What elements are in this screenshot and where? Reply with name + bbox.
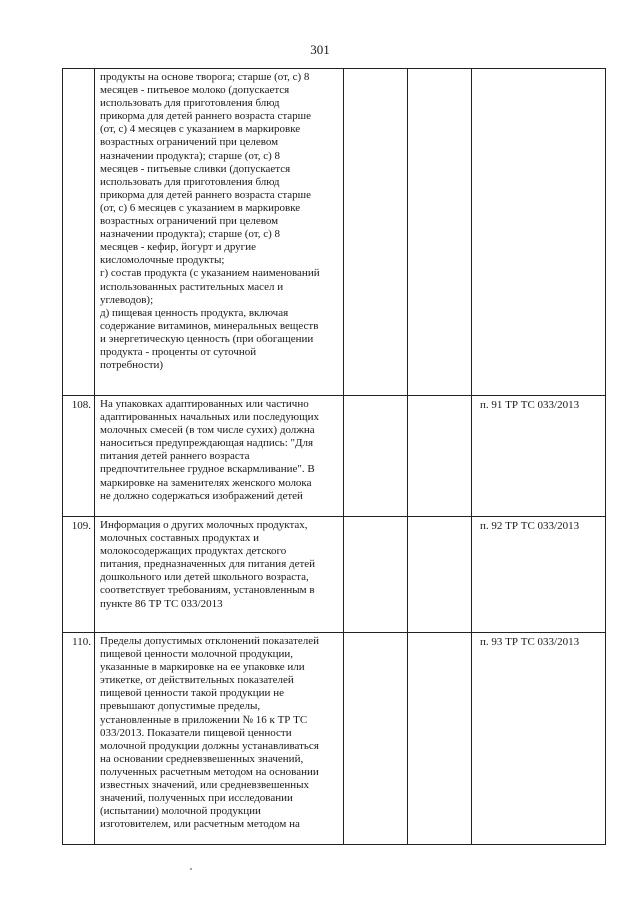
- table-row: [63, 396, 606, 517]
- requirement-text-cell: [95, 633, 344, 845]
- requirement-text: Пределы допустимых отклонений показателей пищевой ценности молочной продукции, указанные в маркировке на ее упаковке или этикетке, от действительных показателей пищевой ценности такой продукции не превышают допустимые пределы, установленные в приложении № 16 к ТР ТС 033/2013. Показатели пищевой ценности молочной продукции должны устанавливаться на основании средневзвешенных значений, полученных расчетным методом на основании известных значений, или средневзвешенных значений, полученных при исследовании (испытании) молочной продукции изготовителем, или расчетным методом на: [100, 635, 319, 831]
- empty-cell: [344, 69, 408, 396]
- scan-speck: [190, 868, 192, 870]
- empty-cell: [408, 69, 472, 396]
- empty-cell: [408, 633, 472, 845]
- empty-cell: [344, 517, 408, 633]
- reference-cell: п. 92 ТР ТС 033/2013: [472, 517, 606, 633]
- row-number: [63, 69, 95, 396]
- requirement-text: продукты на основе творога; старше (от, с) 8 месяцев - питьевое молоко (допускается использовать для приготовления блюд прикорма для детей раннего возраста старше (от, с) 4 месяцев с указанием в маркировке возрастных ограничений при целевом назначении продукта); старше (от, с) 8 месяцев - питьевые сливки (допускается использовать для приготовления блюд прикорма для детей раннего возраста старше (от, с) 6 месяцев с указанием в маркировке возрастных ограничений при целевом назначении продукта); старше (от, с) 8 месяцев - кефир, йогурт и другие кисломолочные продукты; г) состав продукта (с указанием наименований использованных растительных масел и углеводов); д) пищевая ценность продукта, включая содержание витаминов, минеральных веществ и энергетическую ценность (при обогащении продукта - проценты от суточной потребности): [100, 71, 320, 372]
- reference-cell: п. 93 ТР ТС 033/2013: [472, 633, 606, 845]
- table-row: [63, 633, 606, 845]
- page-number: 301: [310, 42, 330, 57]
- requirement-text-cell: [95, 517, 344, 633]
- row-number: 108.: [63, 396, 95, 517]
- table-row: [63, 69, 606, 396]
- requirement-text: На упаковках адаптированных или частично адаптированных начальных или последующих молочных смесей (в том числе сухих) должна наноситься предупреждающая надпись: "Для питания детей раннего возраста предпочтительнее грудное вскармливание". В маркировке на заменителях женского молока не должно содержаться изображений детей: [100, 398, 319, 502]
- row-number: 109.: [63, 517, 95, 633]
- requirement-text: Информация о других молочных продуктах, молочных составных продуктах и молокосодержащих продуктах детского питания, предназначенных для питания детей дошкольного или детей школьного возраста, соответствует требованиям, установленным в пункте 86 ТР ТС 033/2013: [100, 519, 316, 610]
- empty-cell: [344, 633, 408, 845]
- reference-cell: [472, 69, 606, 396]
- empty-cell: [344, 396, 408, 517]
- table-row: [63, 517, 606, 633]
- reference-cell: п. 91 ТР ТС 033/2013: [472, 396, 606, 517]
- requirements-table: [62, 68, 606, 845]
- requirement-text-cell: [95, 69, 344, 396]
- empty-cell: [408, 396, 472, 517]
- requirement-text-cell: [95, 396, 344, 517]
- empty-cell: [408, 517, 472, 633]
- row-number: 110.: [63, 633, 95, 845]
